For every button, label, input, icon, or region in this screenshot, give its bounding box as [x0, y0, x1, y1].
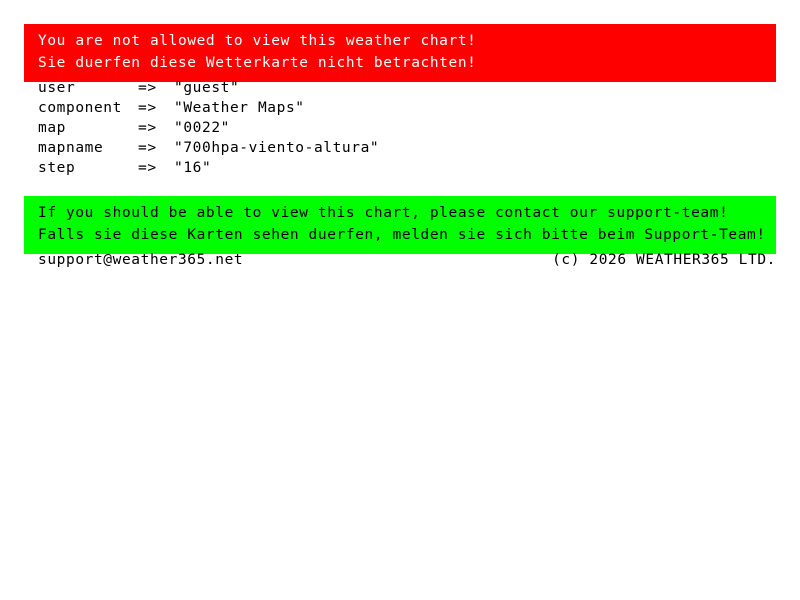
- param-key: map: [38, 120, 66, 136]
- table-row: [38, 138, 379, 158]
- param-value: "Weather Maps": [174, 100, 305, 116]
- support-banner-line-en: If you should be able to view this chart, please contact our support-team!: [38, 205, 729, 221]
- param-key: step: [38, 160, 76, 176]
- table-row: [38, 78, 379, 98]
- param-arrow: =>: [138, 100, 157, 116]
- error-banner-line-de: Sie duerfen diese Wetterkarte nicht betrachten!: [38, 55, 477, 71]
- param-key: mapname: [38, 140, 104, 156]
- param-value: "0022": [174, 120, 230, 136]
- param-key: user: [38, 80, 76, 96]
- param-value: "guest": [174, 80, 240, 96]
- footer: [38, 250, 776, 270]
- param-arrow: =>: [138, 80, 157, 96]
- table-row: [38, 158, 379, 178]
- table-row: [38, 98, 379, 118]
- parameter-table: [38, 78, 379, 178]
- param-key: component: [38, 100, 122, 116]
- table-row: [38, 118, 379, 138]
- param-value: "700hpa-viento-altura": [174, 140, 380, 156]
- param-arrow: =>: [138, 140, 157, 156]
- copyright-notice: (c) 2026 WEATHER365 LTD.: [552, 252, 776, 268]
- error-banner: [24, 24, 776, 82]
- error-banner-line-en: You are not allowed to view this weather chart!: [38, 33, 477, 49]
- support-banner: [24, 196, 776, 254]
- param-value: "16": [174, 160, 212, 176]
- support-banner-line-de: Falls sie diese Karten sehen duerfen, melden sie sich bitte beim Support-Team!: [38, 227, 766, 243]
- param-arrow: =>: [138, 160, 157, 176]
- support-email-link[interactable]: support@weather365.net: [38, 252, 244, 268]
- param-arrow: =>: [138, 120, 157, 136]
